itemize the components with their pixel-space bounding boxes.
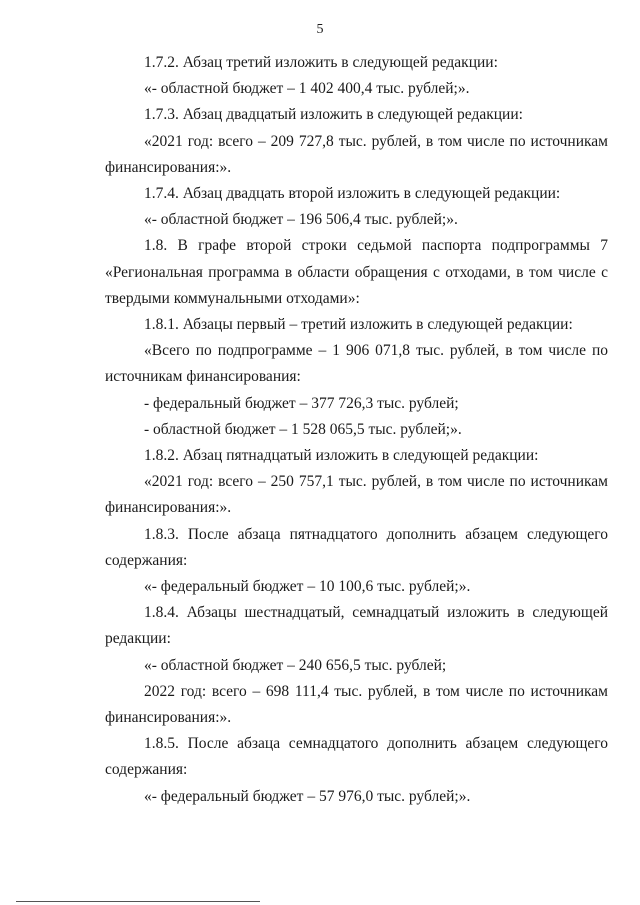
document-body <box>105 50 608 810</box>
paragraph: 1.7.2. Абзац третий изложить в следующей редакции: <box>144 54 498 71</box>
paragraph: 1.7.4. Абзац двадцать второй изложить в следующей редакции: <box>144 185 561 203</box>
paragraph: 1.8.2. Абзац пятнадцатый изложить в следующей редакции: <box>144 447 539 465</box>
paragraph: «- федеральный бюджет – 57 976,0 тыс. рублей;». <box>144 787 471 805</box>
paragraph: 1.8.1. Абзацы первый – третий изложить в следующей редакции: <box>144 316 573 334</box>
paragraph: 1.8. В графе второй строки седьмой паспорта подпрограммы 7 «Региональная программа в области обращения с отходами, в том числе с твердыми коммунальными отходами»: <box>105 237 608 307</box>
paragraph: «Всего по подпрограмме – 1 906 071,8 тыс. рублей, в том числе по источникам финансирования: <box>105 342 608 386</box>
paragraph: 1.7.3. Абзац двадцатый изложить в следующей редакции: <box>144 106 523 124</box>
paragraph: «- областной бюджет – 1 402 400,4 тыс. рублей;». <box>144 80 470 98</box>
footer-rule <box>16 901 260 902</box>
paragraph: - федеральный бюджет – 377 726,3 тыс. рублей; <box>144 394 459 412</box>
paragraph: 1.8.5. После абзаца семнадцатого дополнить абзацем следующего содержания: <box>105 735 608 779</box>
paragraph: «- областной бюджет – 240 656,5 тыс. рублей; <box>144 656 447 674</box>
paragraph: «2021 год: всего – 250 757,1 тыс. рублей, в том числе по источникам финансирования:». <box>105 473 608 517</box>
paragraph: «- федеральный бюджет – 10 100,6 тыс. рублей;». <box>144 578 471 596</box>
page-number: 5 <box>316 22 324 37</box>
paragraph: 1.8.4. Абзацы шестнадцатый, семнадцатый изложить в следующей редакции: <box>105 604 608 648</box>
paragraph: - областной бюджет – 1 528 065,5 тыс. рублей;». <box>144 420 462 438</box>
paragraph: «- областной бюджет – 196 506,4 тыс. рублей;». <box>144 211 458 229</box>
paragraph: «2021 год: всего – 209 727,8 тыс. рублей, в том числе по источникам финансирования:». <box>105 132 608 176</box>
paragraph: 1.8.3. После абзаца пятнадцатого дополнить абзацем следующего содержания: <box>105 525 608 569</box>
paragraph: 2022 год: всего – 698 111,4 тыс. рублей, в том числе по источникам финансирования:». <box>105 682 608 727</box>
